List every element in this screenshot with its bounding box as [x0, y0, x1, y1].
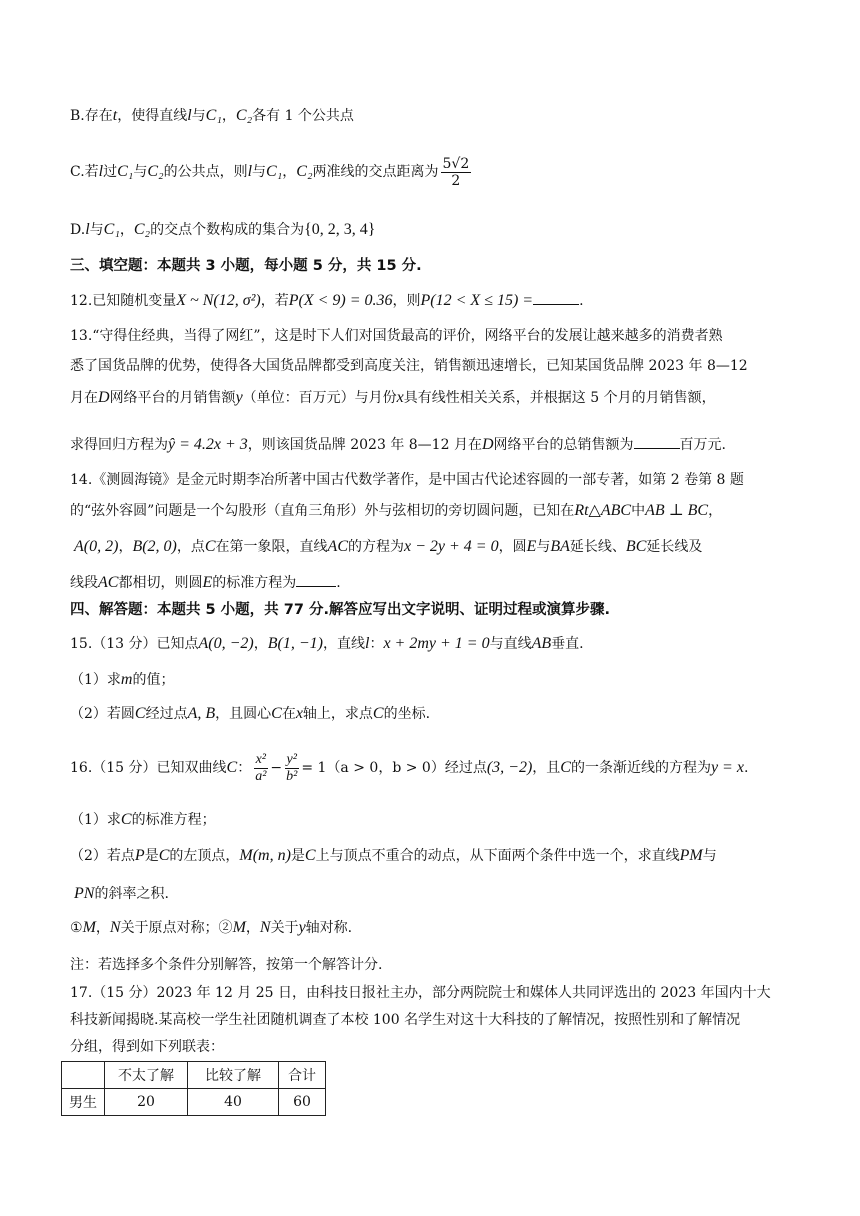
table-row	[62, 1089, 326, 1116]
question-12: 12.已知随机变量X ~ N(12, σ²)，若P(X < 9) = 0.36，则P(12 < X ≤ 15) = .	[70, 292, 584, 309]
option-b: B.存在t，使得直线l与C₁，C₂各有 1 个公共点	[70, 107, 354, 124]
question-16-note: 注：若选择多个条件分别解答，按第一个解答计分.	[70, 957, 383, 973]
table-cell: 20	[105, 1089, 188, 1116]
table-header-cell: 比较了解	[188, 1062, 279, 1089]
question-16-part-2-cont: PN的斜率之积.	[74, 885, 169, 902]
question-17-line-2: 科技新闻揭晓.某高校一学生社团随机调查了本校 100 名学生对这十大科技的了解情况，按照性别和了解情况	[70, 1012, 741, 1028]
answer-blank[interactable]	[634, 434, 680, 449]
question-16-part-1: （1）求C的标准方程；	[70, 811, 216, 828]
question-15-part-1: （1）求m的值；	[70, 671, 175, 688]
answer-blank[interactable]	[296, 572, 336, 587]
question-16-options: ①M，N关于原点对称；②M，N关于y轴对称.	[70, 919, 353, 936]
table-cell: 40	[188, 1089, 279, 1116]
table-header-row	[62, 1062, 326, 1089]
question-14-line-4: 线段AC都相切，则圆E的标准方程为 .	[70, 574, 341, 591]
table-header-cell: 合计	[279, 1062, 326, 1089]
option-c: C.若l过C₁与C₂的公共点，则l与C₁，C₂两准线的交点距离为 $\frac{5√2}{2}$	[70, 155, 470, 189]
question-13-line-4: 求得回归方程为ŷ = 4.2x + 3，则该国货品牌 2023 年 8—12 月在D网络平台的总销售额为 百万元.	[70, 436, 726, 453]
table-cell: 60	[279, 1089, 326, 1116]
fraction-x2-a2: $\frac{\text{x²}}{\text{a²}}$	[255, 751, 267, 784]
fraction: $\frac{5√2}{2}$	[442, 155, 470, 189]
question-14-line-2: 的“弦外容圆”问题是一个勾股形（直角三角形）外与弦相切的旁切圆问题，已知在Rt△ABC中AB ⊥ BC，	[70, 502, 723, 519]
table-header-cell: 不太了解	[105, 1062, 188, 1089]
contingency-table	[61, 1061, 326, 1116]
question-13-line-2: 悉了国货品牌的优势，使得各大国货品牌都受到高度关注，销售额迅速增长，已知某国货品牌 2023 年 8—12	[70, 358, 748, 374]
answer-blank[interactable]	[533, 290, 579, 305]
question-13-line-1: 13.“守得住经典，当得了网红”，这是时下人们对国货最高的评价，网络平台的发展让越来越多的消费者熟	[70, 328, 723, 344]
fraction-y2-b2: $\frac{\text{y²}}{\text{b²}}$	[286, 751, 298, 784]
question-17-line-3: 分组，得到如下列联表：	[70, 1039, 224, 1055]
option-d: D.l与C₁，C₂的交点个数构成的集合为{0, 2, 3, 4}	[70, 221, 376, 238]
question-15-part-2: （2）若圆C经过点A, B，且圆心C在x轴上，求点C的坐标.	[70, 705, 431, 722]
question-13-line-3: 月在D网络平台的月销售额y（单位：百万元）与月份x具有线性相关关系，并根据这 5 个月的月销售额，	[70, 389, 716, 406]
question-16-part-2: （2）若点P是C的左顶点，M(m, n)是C上与顶点不重合的动点，从下面两个条件中选一个，求直线PM与	[70, 847, 717, 864]
section-3-title: 三、填空题：本题共 3 小题，每小题 5 分，共 15 分.	[70, 258, 422, 274]
question-16-line-1: 16.（15 分）已知双曲线C： $\frac{\text{x²}}{\text{a²}}$ − $\frac{\text{y²}}{\text{b²}}$ = 1（a > 0，b > 0）经过点(3, −2)，且C的一条渐近线的方程为y = x.	[70, 751, 749, 784]
question-17-line-1: 17.（15 分）2023 年 12 月 25 日，由科技日报社主办，部分两院院士和媒体人共同评选出的 2023 年国内十大	[70, 985, 771, 1001]
question-15-line-1: 15.（13 分）已知点A(0, −2)，B(1, −1)，直线l：x + 2my + 1 = 0与直线AB垂直.	[70, 635, 584, 652]
table-cell: 男生	[62, 1089, 105, 1116]
table-header-cell	[62, 1062, 105, 1089]
question-14-line-1: 14.《测圆海镜》是金元时期李冶所著中国古代数学著作，是中国古代论述容圆的一部专著，如第 2 卷第 8 题	[70, 472, 744, 488]
question-14-line-3: A(0, 2)，B(2, 0)，点C在第一象限，直线AC的方程为x − 2y + 4 = 0，圆E与BA延长线、BC延长线及	[74, 538, 703, 555]
section-4-title: 四、解答题：本题共 5 小题，共 77 分.解答应写出文字说明、证明过程或演算步骤.	[70, 602, 610, 618]
